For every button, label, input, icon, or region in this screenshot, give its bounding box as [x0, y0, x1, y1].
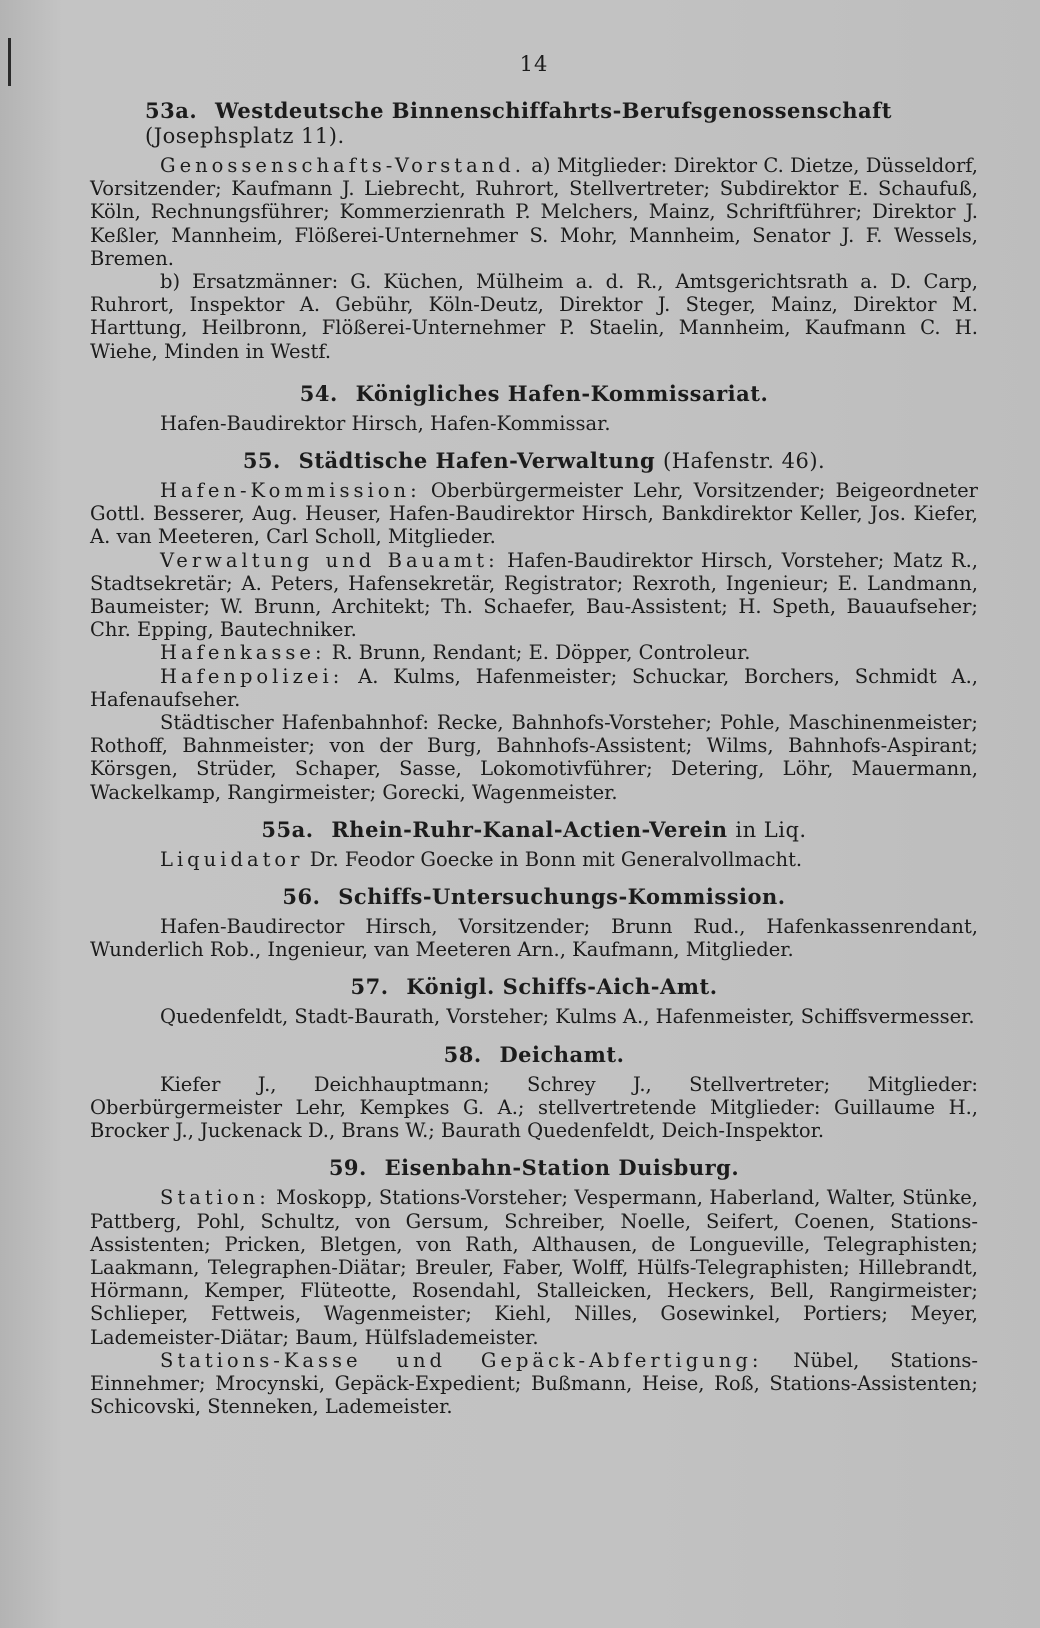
paragraph	[90, 665, 978, 711]
section-number: 55a.	[261, 816, 314, 842]
section-55	[90, 448, 978, 804]
section-title: Westdeutsche Binnenschiffahrts-Berufsgenossenschaft	[214, 98, 892, 123]
section-number: 53a.	[145, 98, 198, 123]
paragraph	[90, 848, 978, 871]
paragraph-text: A. Kulms, Hafenmeister; Schuckar, Borchers, Schmidt A., Hafenaufseher.	[90, 664, 978, 711]
paragraph	[90, 1186, 978, 1348]
section-number: 58.	[443, 1041, 482, 1067]
paragraph	[90, 154, 978, 270]
paragraph-lead: Genossenschafts-Vorstand.	[160, 154, 525, 177]
section-55a	[90, 817, 978, 871]
section-title: Rhein-Ruhr-Kanal-Actien-Verein	[331, 816, 728, 842]
paragraph	[90, 711, 978, 804]
section-heading	[90, 98, 978, 148]
section-title: Schiffs-Untersuchungs-Kommission.	[338, 884, 786, 910]
paragraph	[90, 1349, 978, 1419]
paragraph	[90, 1073, 978, 1143]
section-57	[90, 974, 978, 1028]
section-address: (Josephsplatz 11).	[145, 124, 345, 148]
paragraph-text: Hafen-Baudirector Hirsch, Vorsitzender; Brunn Rud., Hafenkassenrendant, Wunderlich Rob., Ingenieur, van Meeteren Arn., Kaufmann, Mitglieder.	[90, 915, 978, 962]
paragraph-lead: Städtischer Hafenbahnhof:	[160, 711, 429, 735]
section-56	[90, 884, 978, 961]
page-content	[90, 52, 978, 1431]
paragraph-lead: Liquidator	[160, 847, 304, 871]
paragraph-text: Dr. Feodor Goecke in Bonn mit Generalvollmacht.	[309, 847, 803, 871]
paragraph	[90, 549, 978, 642]
paragraph-text: b) Ersatzmänner: G. Küchen, Mülheim a. d. R., Amtsgerichtsrath a. D. Carp, Ruhrort, Inspektor A. Gebühr, Köln-Deutz, Direktor J. Steger, Mainz, Direktor M. Harttung, Heilbronn, Flößerei-Unternehmer P. Staelin, Mannheim, Kaufmann C. H. Wiehe, Minden in Westf.	[90, 270, 978, 363]
page-number: 14	[519, 52, 549, 76]
section-title: Deichamt.	[499, 1041, 625, 1067]
paragraph-text: Hafen-Baudirektor Hirsch, Hafen-Kommissar.	[160, 411, 611, 435]
section-53a	[90, 98, 978, 363]
paragraph	[90, 915, 978, 961]
paragraph-lead: Hafenpolizei:	[160, 664, 344, 688]
paragraph	[90, 479, 978, 549]
paragraph-lead: Stations-Kasse und Gepäck-Abfertigung:	[160, 1348, 763, 1372]
section-58	[90, 1042, 978, 1143]
section-heading	[90, 974, 978, 999]
paragraph	[90, 270, 978, 363]
section-title: Städtische Hafen-Verwaltung	[298, 448, 656, 474]
section-number: 55.	[242, 448, 281, 474]
paragraph-text: Oberbürgermeister Lehr, Vorsitzender; Beigeordneter Gottl. Besserer, Aug. Heuser, Hafen-Baudirektor Hirsch, Bankdirektor Keller, Jos. Kiefer, A. van Meeteren, Carl Scholl, Mitglieder.	[90, 479, 978, 549]
paragraph	[90, 641, 978, 664]
paragraph-text: a) Mitglieder: Direktor C. Dietze, Düsseldorf, Vorsitzender; Kaufmann J. Liebrecht, Ruhrort, Stellvertreter; Subdirektor E. Schaufuß, Köln, Rechnungsführer; Kommerzienrath P. Melchers, Mainz, Schriftführer; Direktor J. Keßler, Mannheim, Flößerei-Unternehmer S. Mohr, Mannheim, Senator J. F. Wessels, Bremen.	[90, 154, 978, 270]
section-number: 54.	[299, 380, 338, 406]
paragraph-text: Moskopp, Stations-Vorsteher; Vespermann, Haberland, Walter, Stünke, Pattberg, Pohl, Schultz, von Gersum, Schreiber, Noelle, Seifert, Coenen, Stations-Assistenten; Pricken, Bletgen, von Rath, Althausen, de Longueville, Telegraphisten; Laakmann, Telegraphen-Diätar; Breuler, Faber, Wolff, Hülfs-Telegraphisten; Hillebrandt, Hörmann, Kemper, Flüteotte, Rosendahl, Stalleicken, Heckers, Bell, Rangirmeister; Schlieper, Fettweis, Wagenmeister; Kiehl, Nilles, Gosewinkel, Portiers; Meyer, Lademeister-Diätar; Baum, Hülfslademeister.	[90, 1186, 978, 1349]
section-number: 56.	[282, 884, 321, 910]
binding-mark	[8, 38, 11, 86]
section-heading	[90, 884, 978, 909]
section-heading	[90, 1042, 978, 1067]
section-heading	[90, 381, 978, 406]
paragraph-text: Kiefer J., Deichhauptmann; Schrey J., Stellvertreter; Mitglieder: Oberbürgermeister Lehr, Kempkes G. A.; stellvertretende Mitglieder: Guillaume H., Brocker J., Juckenack D., Brans W.; Baurath Quedenfeldt, Deich-Inspektor.	[90, 1072, 978, 1143]
section-number: 57.	[350, 974, 389, 1000]
paragraph-text: Nübel, Stations-Einnehmer; Mrocynski, Gepäck-Expedient; Bußmann, Heise, Roß, Stations-Assistenten; Schicovski, Stenneken, Lademeister.	[90, 1348, 978, 1419]
paragraph-text: R. Brunn, Rendant; E. Döpper, Controleur.	[331, 641, 751, 665]
section-number: 59.	[328, 1155, 367, 1181]
paragraph-text: Recke, Bahnhofs-Vorsteher; Pohle, Maschinenmeister; Rothoff, Bahnmeister; von der Burg, Bahnhofs-Assistent; Wilms, Bahnhofs-Aspirant; Körsgen, Strüder, Schaper, Sasse, Lokomotivführer; Detering, Löhr, Mauermann, Wackelkamp, Rangirmeister; Gorecki, Wagenmeister.	[90, 711, 978, 804]
section-heading	[90, 817, 978, 842]
paragraph-text: Hafen-Baudirektor Hirsch, Vorsteher; Matz R., Stadtsekretär; A. Peters, Hafensekretär, Registrator; Rexroth, Ingenieur; E. Landmann, Baumeister; W. Brunn, Architekt; Th. Schaefer, Bau-Assistent; H. Speth, Bauaufseher; Chr. Epping, Bautechniker.	[90, 548, 978, 642]
section-heading	[90, 1155, 978, 1180]
paragraph-lead: Hafen-Kommission:	[160, 479, 421, 503]
section-heading	[90, 448, 978, 473]
paragraph-lead: Hafenkasse:	[160, 641, 326, 665]
paragraph-lead: Station:	[160, 1186, 270, 1210]
paragraph	[90, 412, 978, 435]
section-59	[90, 1155, 978, 1418]
section-title: Königl. Schiffs-Aich-Amt.	[406, 974, 718, 1000]
section-title: Eisenbahn-Station Duisburg.	[384, 1155, 740, 1181]
section-54	[90, 381, 978, 435]
section-status: in Liq.	[735, 817, 807, 842]
section-title: Königliches Hafen-Kommissariat.	[355, 380, 769, 406]
section-address: (Hafenstr. 46).	[663, 449, 826, 474]
paragraph-text: Quedenfeldt, Stadt-Baurath, Vorsteher; Kulms A., Hafenmeister, Schiffsvermesser.	[160, 1005, 975, 1029]
paragraph	[90, 1005, 978, 1028]
paragraph-lead: Verwaltung und Bauamt:	[160, 548, 499, 572]
